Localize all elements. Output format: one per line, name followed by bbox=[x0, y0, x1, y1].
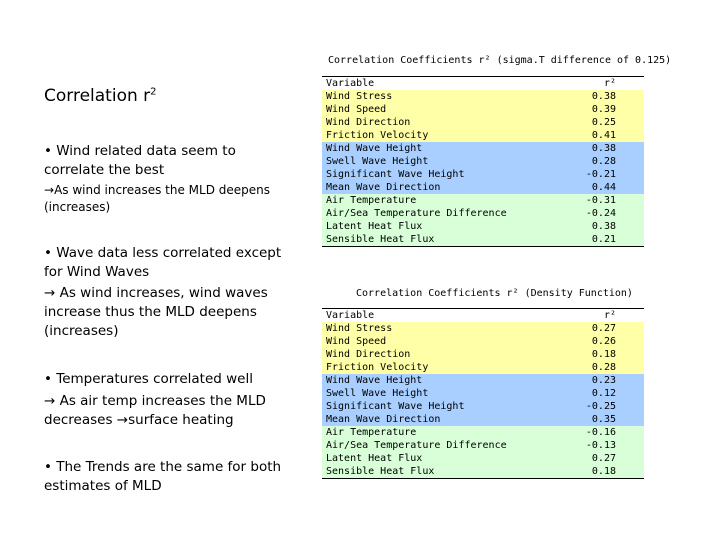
table-row bbox=[322, 129, 644, 142]
variable-cell: Wind Direction bbox=[326, 349, 411, 360]
variable-cell: Mean Wave Direction bbox=[326, 182, 441, 193]
variable-cell: Wind Stress bbox=[326, 323, 393, 334]
page-heading: Correlation $r^2$ bbox=[44, 86, 157, 106]
table-row bbox=[322, 90, 644, 103]
value-cell: 0.38 bbox=[591, 91, 616, 102]
table-row bbox=[322, 181, 644, 194]
variable-cell: Sensible Heat Flux bbox=[326, 234, 435, 245]
table-row bbox=[322, 452, 644, 465]
table-row bbox=[322, 207, 644, 220]
table-row bbox=[322, 194, 644, 207]
table-row bbox=[322, 413, 644, 426]
value-cell: 0.35 bbox=[591, 414, 616, 425]
table-row bbox=[322, 374, 644, 387]
right-arrow-icon: → bbox=[44, 285, 56, 301]
value-cell: 0.21 bbox=[591, 234, 616, 245]
value-cell: 0.27 bbox=[591, 323, 616, 334]
value-cell: 0.12 bbox=[591, 388, 616, 399]
table-row bbox=[322, 387, 644, 400]
table-row bbox=[322, 335, 644, 348]
value-cell: -0.16 bbox=[585, 427, 616, 438]
variable-cell: Air Temperature bbox=[326, 427, 417, 438]
bullet-wind: • Wind related data seem to correlate the best →As wind increases the MLD deepens (increases) bbox=[44, 143, 271, 214]
table2-title: Correlation Coefficients r² (Density Function) bbox=[356, 288, 633, 299]
variable-cell: Wind Stress bbox=[326, 91, 393, 102]
right-arrow-icon: → bbox=[44, 393, 56, 409]
variable-cell: Swell Wave Height bbox=[326, 388, 429, 399]
table-row bbox=[322, 155, 644, 168]
table-row bbox=[322, 116, 644, 129]
table-row bbox=[322, 233, 644, 246]
variable-cell: Significant Wave Height bbox=[326, 401, 465, 412]
value-cell: -0.21 bbox=[585, 169, 616, 180]
variable-cell: Swell Wave Height bbox=[326, 156, 429, 167]
value-cell: 0.28 bbox=[591, 156, 616, 167]
table-row bbox=[322, 103, 644, 116]
right-arrow-icon: → bbox=[116, 412, 129, 428]
value-cell: 0.28 bbox=[591, 362, 616, 373]
variable-cell: Wind Speed bbox=[326, 104, 387, 115]
variable-cell: Sensible Heat Flux bbox=[326, 466, 435, 477]
value-cell: 0.38 bbox=[591, 143, 616, 154]
value-cell: -0.25 bbox=[585, 401, 616, 412]
variable-cell: Friction Velocity bbox=[326, 362, 429, 373]
value-cell: 0.26 bbox=[591, 336, 616, 347]
table-row bbox=[322, 220, 644, 233]
table1-title: Correlation Coefficients r² (sigma.T difference of 0.125) bbox=[328, 55, 672, 66]
table-row bbox=[322, 322, 644, 335]
value-cell: 0.27 bbox=[591, 453, 616, 464]
value-cell: 0.38 bbox=[591, 221, 616, 232]
variable-cell: Significant Wave Height bbox=[326, 169, 465, 180]
value-cell: 0.44 bbox=[591, 182, 616, 193]
variable-cell: Air/Sea Temperature Difference bbox=[326, 440, 507, 451]
table-row bbox=[322, 348, 644, 361]
value-cell: 0.41 bbox=[591, 130, 616, 141]
variable-cell: Air/Sea Temperature Difference bbox=[326, 208, 507, 219]
table-row bbox=[322, 400, 644, 413]
table-row bbox=[322, 168, 644, 181]
table2 bbox=[322, 308, 644, 479]
table-header: Variable r² bbox=[322, 309, 644, 322]
value-cell: 0.39 bbox=[591, 104, 616, 115]
value-cell: 0.25 bbox=[591, 117, 616, 128]
table-header: Variable r² bbox=[322, 77, 644, 90]
bullet-wave: • Wave data less correlated except for Wind Waves → As wind increases, wind waves increase thus the MLD deepens (increases) bbox=[44, 245, 282, 339]
table-row bbox=[322, 439, 644, 452]
variable-cell: Wind Wave Height bbox=[326, 375, 423, 386]
value-cell: -0.31 bbox=[585, 195, 616, 206]
table-row bbox=[322, 142, 644, 155]
variable-cell: Latent Heat Flux bbox=[326, 221, 423, 232]
right-arrow-icon: → bbox=[44, 183, 55, 197]
table1 bbox=[322, 76, 644, 247]
value-cell: 0.23 bbox=[591, 375, 616, 386]
variable-cell: Mean Wave Direction bbox=[326, 414, 441, 425]
variable-cell: Wind Direction bbox=[326, 117, 411, 128]
value-cell: 0.18 bbox=[591, 466, 616, 477]
table-row bbox=[322, 426, 644, 439]
variable-cell: Air Temperature bbox=[326, 195, 417, 206]
value-cell: -0.24 bbox=[585, 208, 616, 219]
variable-cell: Latent Heat Flux bbox=[326, 453, 423, 464]
value-cell: 0.18 bbox=[591, 349, 616, 360]
value-cell: -0.13 bbox=[585, 440, 616, 451]
table-row bbox=[322, 361, 644, 374]
variable-cell: Wind Wave Height bbox=[326, 143, 423, 154]
bullet-trends: • The Trends are the same for both estimates of MLD bbox=[44, 459, 282, 494]
table-row bbox=[322, 465, 644, 478]
variable-cell: Friction Velocity bbox=[326, 130, 429, 141]
bullet-temperature: • Temperatures correlated well → As air temp increases the MLD decreases →surface heating bbox=[44, 371, 266, 428]
variable-cell: Wind Speed bbox=[326, 336, 387, 347]
